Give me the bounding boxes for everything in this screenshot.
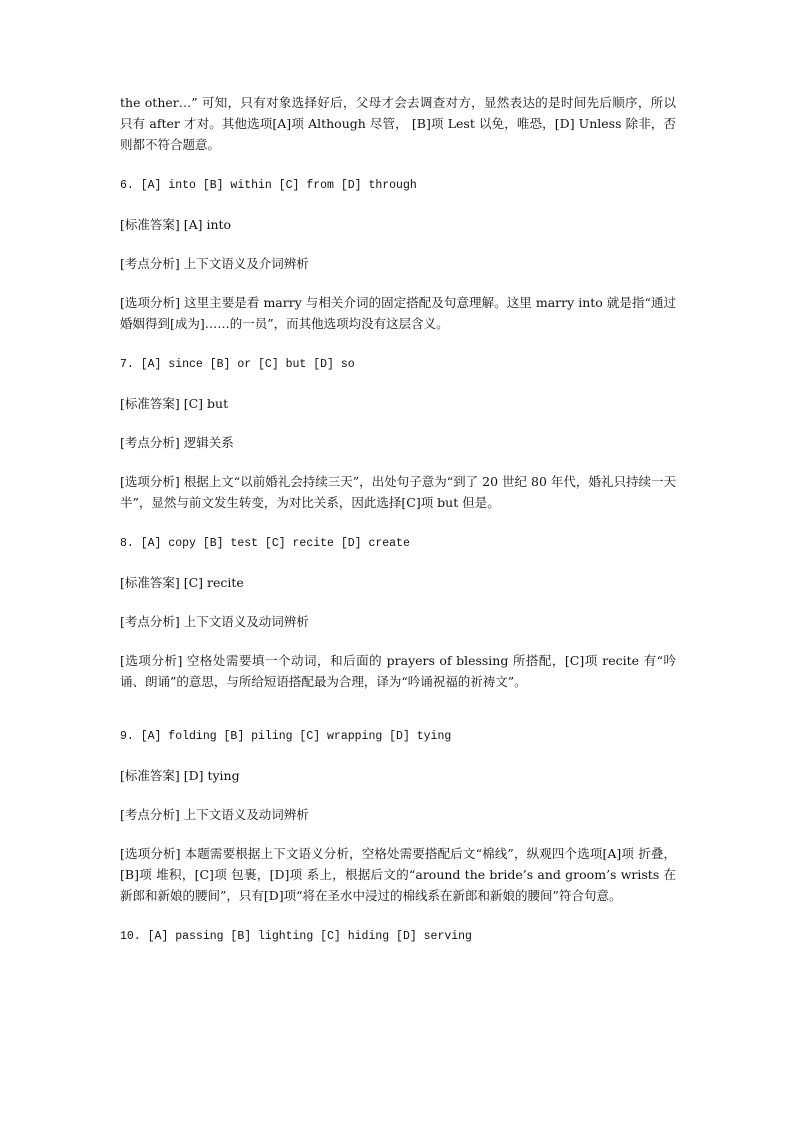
answer-7: [标准答案] [C] but xyxy=(120,396,229,411)
answer-9: [标准答案] [D] tying xyxy=(120,768,240,783)
question-6: 6. [A] into [B] within [C] from [D] through xyxy=(120,179,417,192)
question-10: 10. [A] passing [B] lighting [C] hiding [D] serving xyxy=(120,930,472,943)
answer-8: [标准答案] [C] recite xyxy=(120,575,244,590)
point-8: [考点分析] 上下文语义及动词辨析 xyxy=(120,614,309,629)
analysis-7: [选项分析] 根据上文“以前婚礼会持续三天”，出处句子意为“到了 20 世纪 80 年代，婚礼只持续一天半”，显然与前文发生转变，为对比关系，因此选择[C]项 but 但是。 xyxy=(120,474,676,510)
question-7: 7. [A] since [B] or [C] but [D] so xyxy=(120,358,355,371)
point-7: [考点分析] 逻辑关系 xyxy=(120,435,234,450)
point-6: [考点分析] 上下文语义及介词辨析 xyxy=(120,256,309,271)
intro-paragraph: the other…” 可知，只有对象选择好后，父母才会去调查对方，显然表达的是时间先后顺序，所以只有 after 才对。其他选项[A]项 Although 尽管， [B]项 Lest 以免，唯恐，[D] Unless 除非，否则都不符合题意。 xyxy=(120,95,676,152)
document-page xyxy=(120,92,676,965)
question-9: 9. [A] folding [B] piling [C] wrapping [D] tying xyxy=(120,730,452,743)
point-9: [考点分析] 上下文语义及动词辨析 xyxy=(120,807,309,822)
answer-6: [标准答案] [A] into xyxy=(120,217,232,232)
analysis-6: [选项分析] 这里主要是看 marry 与相关介词的固定搭配及句意理解。这里 marry into 就是指“通过婚姻得到[成为]……的一员”，而其他选项均没有这层含义。 xyxy=(120,295,676,331)
analysis-8: [选项分析] 空格处需要填一个动词，和后面的 prayers of blessing 所搭配，[C]项 recite 有“吟诵、朗诵”的意思，与所给短语搭配最为合理，译为“吟诵祝福的祈祷文”。 xyxy=(120,653,676,689)
question-8: 8. [A] copy [B] test [C] recite [D] create xyxy=(120,537,410,550)
analysis-9: [选项分析] 本题需要根据上下文语义分析，空格处需要搭配后文“棉线”，纵观四个选项[A]项 折叠，[B]项 堆积，[C]项 包裹，[D]项 系上，根据后文的“around the bride’s and groom’s wrists 在新郎和新娘的腰间”，只有[D]项“将在圣水中浸过的棉线系在新郎和新娘的腰间”符合句意。 xyxy=(120,846,676,903)
